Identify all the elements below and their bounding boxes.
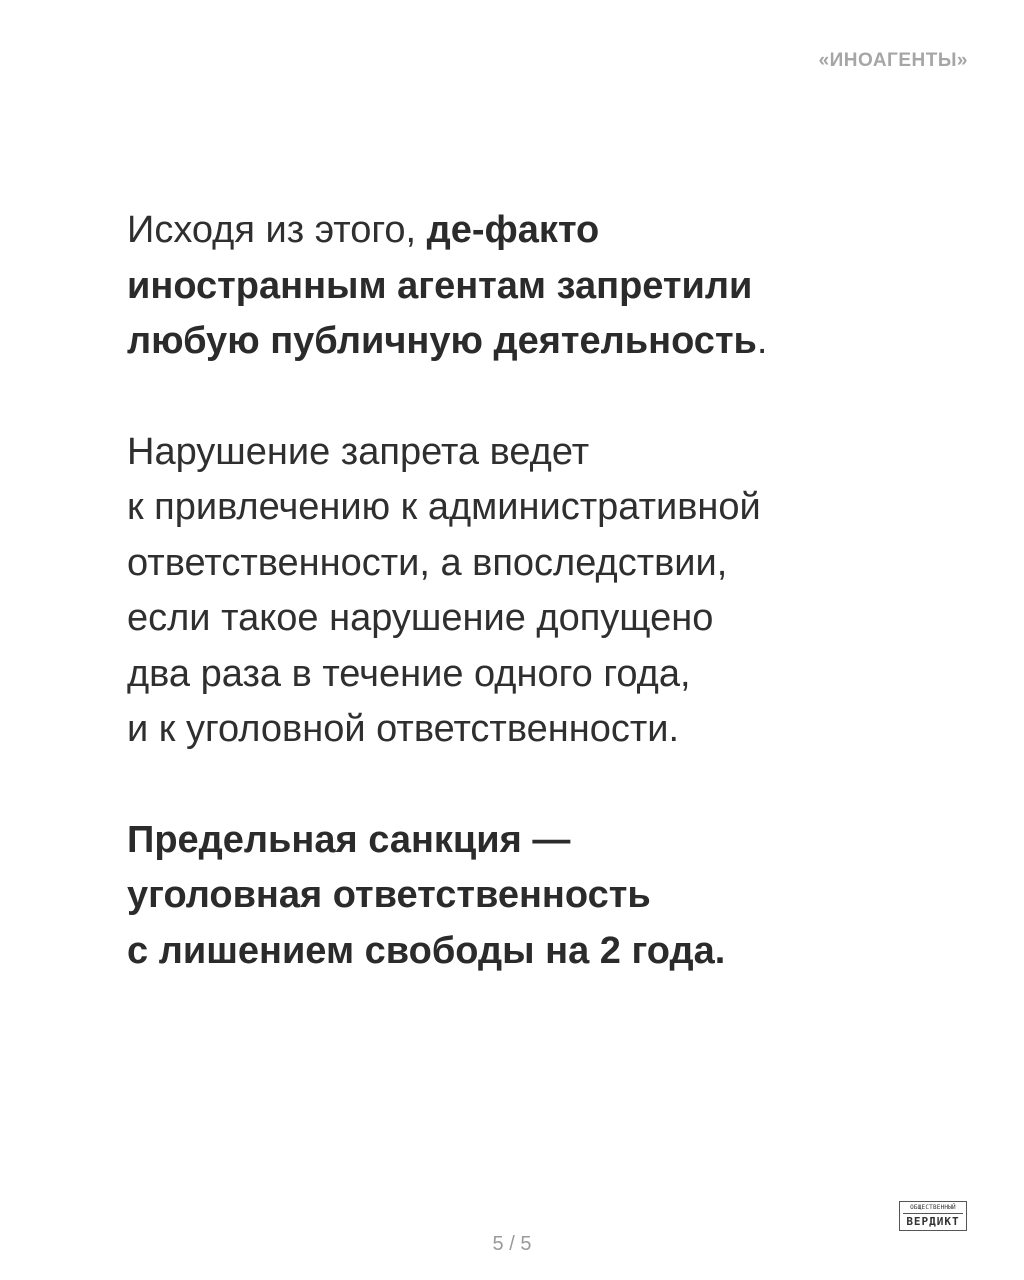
header-tag: «ИНОАГЕНТЫ» [818, 50, 968, 71]
paragraph-2-line: два раза в течение одного года, [127, 652, 691, 695]
paragraph-2-line: если такое нарушение допущено [127, 597, 714, 639]
period: . [756, 320, 768, 362]
page-counter: 5 / 5 [492, 1233, 532, 1255]
brand-logo [899, 1201, 967, 1231]
logo-bottom-text: ВЕРДИКТ [906, 1215, 960, 1228]
paragraph-1 [127, 203, 927, 370]
bold-text: любую публичную деятельность [127, 320, 757, 362]
bold-text: иностранным агентам запретили [127, 264, 753, 307]
logo-top-text: ОБЩЕСТВЕННЫЙ [903, 1205, 963, 1214]
paragraph-1-line-3 [127, 314, 927, 370]
paragraph-3-line: с лишением свободы на 2 года. [127, 929, 726, 972]
paragraph-1-line-2 [127, 259, 927, 315]
paragraph-1-line-1 [127, 203, 927, 259]
paragraph-3 [127, 813, 927, 980]
paragraph-3-line: Предельная санкция — [127, 818, 571, 861]
paragraph-2-line: Нарушение запрета ведет [127, 430, 590, 473]
paragraph-2-line: к привлечению к административной [127, 486, 761, 528]
paragraph-2 [127, 425, 927, 758]
paragraph-2-line: и к уголовной ответственности. [127, 708, 680, 750]
regular-text: Исходя из этого, [127, 209, 427, 251]
bold-text: де-факто [426, 209, 600, 251]
paragraph-3-line: уголовная ответственность [127, 874, 651, 916]
main-content [127, 203, 927, 979]
paragraph-2-line: ответственности, а впоследствии, [127, 541, 728, 584]
